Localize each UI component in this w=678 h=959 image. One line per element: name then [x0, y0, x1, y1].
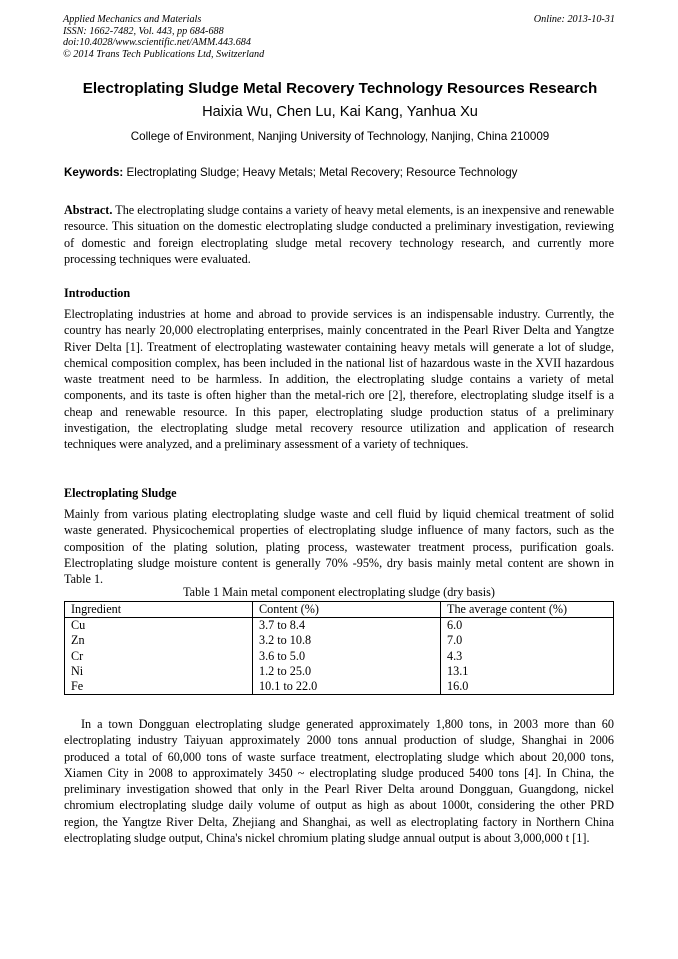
table-cell: 13.1: [441, 664, 614, 679]
table-cell: 1.2 to 25.0: [253, 664, 441, 679]
table-cell: Ni: [65, 664, 253, 679]
section-heading-electroplating-sludge: Electroplating Sludge: [64, 486, 177, 500]
table-row: [65, 664, 614, 679]
abstract: [64, 202, 614, 267]
table-cell: 3.7 to 8.4: [253, 618, 441, 634]
table-cell: 10.1 to 22.0: [253, 679, 441, 695]
keywords-text: Electroplating Sludge; Heavy Metals; Metal Recovery; Resource Technology: [126, 166, 518, 179]
abstract-label: Abstract.: [64, 203, 113, 217]
table-row: [65, 679, 614, 695]
table-row: [65, 633, 614, 648]
affiliation: College of Environment, Nanjing University of Technology, Nanjing, China 210009: [130, 130, 550, 143]
table-cell: Fe: [65, 679, 253, 695]
table-cell: 6.0: [441, 618, 614, 634]
copyright-line: © 2014 Trans Tech Publications Ltd, Switzerland: [63, 48, 265, 60]
table-header-cell: Content (%): [253, 602, 441, 618]
paper-title: Electroplating Sludge Metal Recovery Technology Resources Research: [82, 80, 598, 97]
issn-line: ISSN: 1662-7482, Vol. 443, pp 684-688: [63, 25, 224, 37]
journal-name: Applied Mechanics and Materials: [63, 14, 202, 25]
table-caption: Table 1 Main metal component electroplating sludge (dry basis): [183, 585, 495, 599]
doi-line: doi:10.4028/www.scientific.net/AMM.443.684: [63, 37, 251, 49]
table-header-cell: The average content (%): [441, 602, 614, 618]
paragraph-after-table: In a town Dongguan electroplating sludge generated approximately 1,800 tons, in 2003 more than 60 electroplating industry Taiyuan approximately 2000 tons annual production of sludge, Shanghai in 2006 produced a total of 60,000 tons of waste surface treatment, electroplating sludge which about 20,000 tons, Xiamen City in 2008 to approximately 3450 ~ electroplating sludge produced 5400 tons [4]. In China, the preliminary investigation showed that only in the Pearl River Delta around Dongguan, Guangdong, nickel chromium electroplating sludge daily volume of output as high as about 1000t, considering the other PRD region, the Yangtze River Delta, Zhejiang and Shanghai, as well as electroplating factory in Northern China electroplating sludge output, China's nickel chromium plating sludge annual output is about 3,000,000 t [1].: [64, 717, 614, 846]
section-heading-introduction: Introduction: [64, 286, 131, 300]
journal-header: [63, 14, 615, 60]
metal-content-table: [64, 601, 614, 695]
table-header-row: [65, 602, 614, 618]
table-cell: 7.0: [441, 633, 614, 648]
table-cell: Cu: [65, 618, 253, 634]
keywords: [64, 166, 616, 179]
table-row: [65, 618, 614, 634]
table-cell: Zn: [65, 633, 253, 648]
introduction-paragraph: Electroplating industries at home and abroad to provide services is an indispensable industry. Currently, the country has nearly 20,000 electroplating enterprises, mainly concentrated in the Pearl River Delta and Yangtze River Delta [1]. Treatment of electroplating wastewater containing heavy metals will generate a lot of sludge, chemical composition complex, has been included in the national list of hazardous waste in the XVII hazardous waste treatment need to be harmless. In addition, the electroplating sludge contains a variety of metal components, and its taste is often higher than the metal-rich ore [2], therefore, electroplating sludge itself is a cheap and renewable resource. In this paper, electroplating sludge production status of a preliminary investigation, the electroplating sludge metal recovery resource utilization and application of research techniques were analyzed, and a preliminary assessment of a variety of techniques.: [64, 307, 614, 452]
keywords-label: Keywords:: [64, 166, 124, 179]
table-cell: Cr: [65, 649, 253, 664]
table-row: [65, 649, 614, 664]
table-cell: 4.3: [441, 649, 614, 664]
table-cell: 16.0: [441, 679, 614, 695]
table-cell: 3.6 to 5.0: [253, 649, 441, 664]
sludge-paragraph: Mainly from various plating electroplating sludge waste and cell fluid by liquid chemical treatment of solid waste generated. Physicochemical properties of electroplating sludge influence of many factors, such as the composition of the plating solution, plating process, wastewater treatment process, purification goals. Electroplating sludge moisture content is generally 70% -95%, dry basis mainly metal content are shown in Table 1.: [64, 507, 614, 587]
author-list: Haixia Wu, Chen Lu, Kai Kang, Yanhua Xu: [202, 104, 478, 120]
table-header-cell: Ingredient: [65, 602, 253, 618]
abstract-text: The electroplating sludge contains a variety of heavy metal elements, is an inexpensive and renewable resource. This situation on the domestic electroplating sludge conducted a preliminary investigation, reviewing of domestic and foreign electroplating sludge metal recovery technology research, and currently more processing techniques were evaluated.: [64, 203, 614, 266]
online-date: Online: 2013-10-31: [533, 14, 615, 25]
table-cell: 3.2 to 10.8: [253, 633, 441, 648]
